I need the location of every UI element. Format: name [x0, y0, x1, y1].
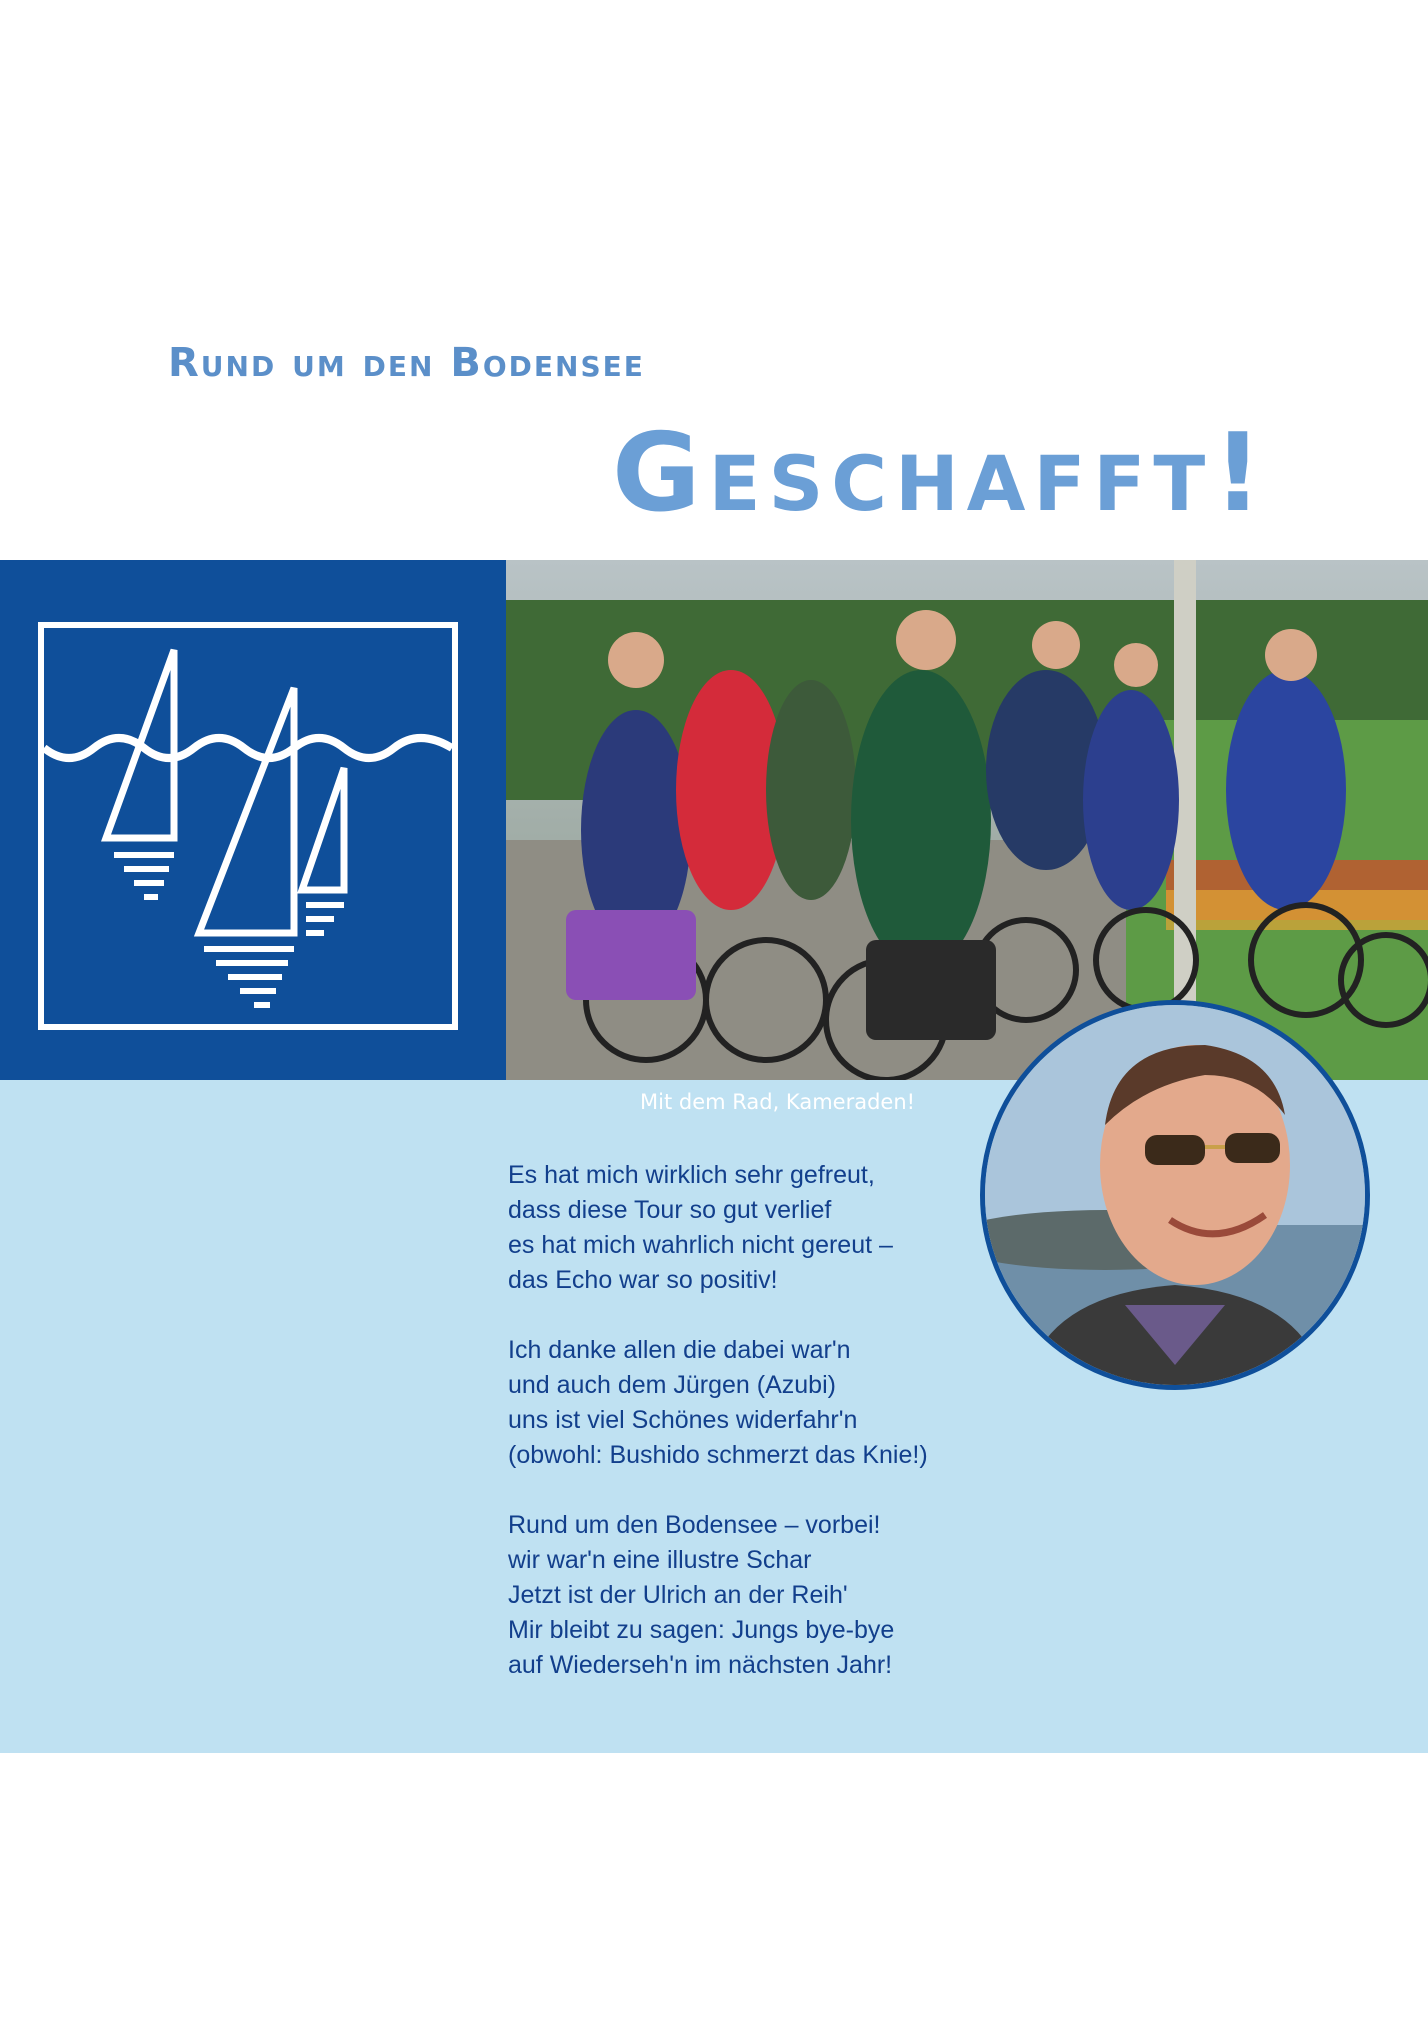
- poem-line: auf Wiederseh'n im nächsten Jahr!: [508, 1651, 893, 1679]
- poem-line: es hat mich wahrlich nicht gereut –: [508, 1231, 893, 1259]
- poem-line: das Echo war so positiv!: [508, 1266, 778, 1294]
- poem-line: uns ist viel Schönes widerfahr'n: [508, 1406, 858, 1434]
- section-kicker: Rund um den Bodensee: [168, 340, 645, 386]
- poem-stanza: [508, 1508, 928, 1683]
- poem-stanza: [508, 1333, 928, 1473]
- cyclists-group-photo: [506, 560, 1428, 1080]
- poem-line: Rund um den Bodensee – vorbei!: [508, 1511, 881, 1539]
- poem-line: Ich danke allen die dabei war'n: [508, 1336, 851, 1364]
- poem-line: dass diese Tour so gut verlief: [508, 1196, 832, 1224]
- author-portrait: [980, 1000, 1370, 1390]
- poem-line: Mir bleibt zu sagen: Jungs bye-bye: [508, 1616, 895, 1644]
- photo-caption: Mit dem Rad, Kameraden!: [640, 1090, 916, 1114]
- page-headline: Geschafft!: [612, 411, 1271, 536]
- sailboats-on-waves-icon: [44, 628, 452, 1024]
- poem-line: Es hat mich wirklich sehr gefreut,: [508, 1161, 875, 1189]
- poem-line: Jetzt ist der Ulrich an der Reih': [508, 1581, 848, 1609]
- logo-frame: [38, 622, 458, 1030]
- poem: [508, 1158, 928, 1718]
- poem-line: wir war'n eine illustre Schar: [508, 1546, 812, 1574]
- poem-line: (obwohl: Bushido schmerzt das Knie!): [508, 1441, 928, 1469]
- poem-stanza: [508, 1158, 928, 1298]
- poem-line: und auch dem Jürgen (Azubi): [508, 1371, 836, 1399]
- logo-panel: [0, 560, 506, 1080]
- smiling-man-portrait: [985, 1005, 1365, 1385]
